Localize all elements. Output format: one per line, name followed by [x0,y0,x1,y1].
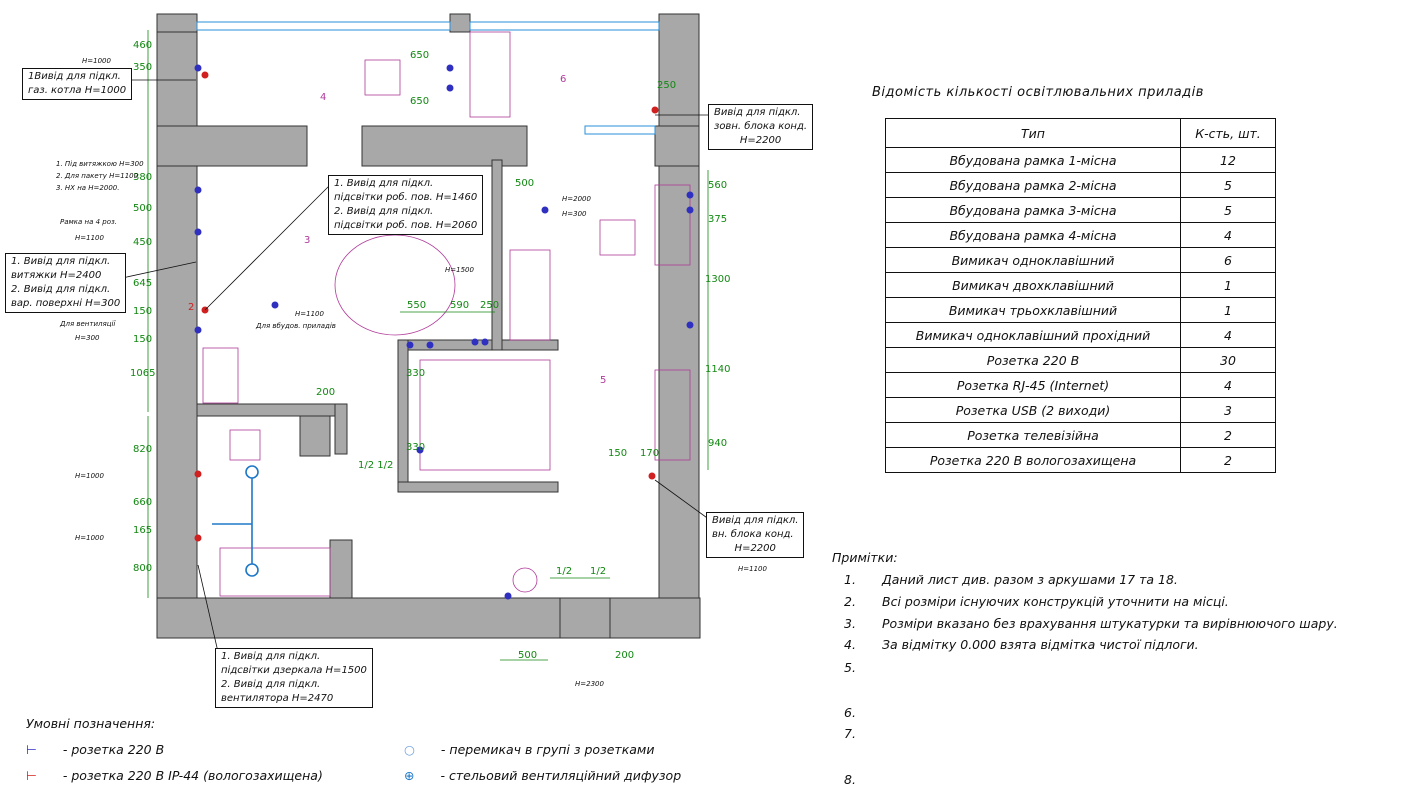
note-item [844,637,1199,652]
height-mark: Н=300 [562,210,587,218]
spec-title: Відомість кількості освітлювальних приладів [872,85,1204,100]
legend-item [404,768,681,783]
spec-count: 1 [1181,298,1276,323]
height-mark: Н=1000 [82,57,111,65]
callout-line: Н=2200 [734,543,776,554]
spec-name: Розетка USB (2 виходи) [886,398,1181,423]
spec-name: Вбудована рамка 4-місна [886,223,1181,248]
dimension-label: 350 [133,62,153,73]
callout-line: витяжки Н=2400 [11,270,102,281]
spec-name: Вимикач одноклавішний [886,248,1181,273]
spec-row [886,323,1276,348]
spec-row [886,448,1276,473]
spec-count: 4 [1181,223,1276,248]
spec-name: Вбудована рамка 2-місна [886,173,1181,198]
note-number: 8. [844,772,856,787]
spec-count: 2 [1181,423,1276,448]
spec-row [886,148,1276,173]
callout-line: 1. Вивід для підкл. [221,651,321,662]
dimension-label: 150 [608,448,628,459]
dimension-label: 590 [450,300,470,311]
spec-header-type: Тип [886,119,1181,148]
callout-line: підсвітки дзеркала Н=1500 [221,665,367,676]
note-text: Розміри вказано без врахування штукатурки та вирівнюючого шару. [882,616,1338,631]
height-mark: Н=1100 [738,565,767,573]
callout-line: зовн. блока конд. [714,121,808,132]
spec-name: Вимикач трьохклавішний [886,298,1181,323]
dimension-label: 250 [657,80,677,91]
callout-gas-boiler [22,68,132,100]
legend-item [404,742,654,757]
spec-row [886,398,1276,423]
dimension-label: 165 [133,525,153,536]
walls [157,14,700,638]
spec-row [886,248,1276,273]
dimension-label: 1/2 [556,566,573,577]
dimension-label: 200 [316,387,336,398]
legend-item [26,742,164,757]
spec-name: Розетка 220 В вологозахищена [886,448,1181,473]
note-number: 7. [844,726,856,741]
spec-count: 3 [1181,398,1276,423]
spec-count: 1 [1181,273,1276,298]
dimension-label: 150 [133,306,153,317]
switch-group-icon: ○ [404,742,415,757]
furniture [203,32,690,596]
spec-count: 30 [1181,348,1276,373]
spec-row [886,298,1276,323]
small-note: Рамка на 4 роз. [60,218,117,226]
spec-row [886,223,1276,248]
room-number: 4 [320,92,327,103]
callout-ac-indoor [706,512,804,558]
dimension-label: 800 [133,563,153,574]
note-item [844,772,882,787]
spec-name: Розетка 220 В [886,348,1181,373]
spec-header-row [886,119,1276,148]
note-item [844,726,882,741]
note-number: 3. [844,616,856,631]
callout-line: 1. Вивід для підкл. [334,178,434,189]
spec-count: 6 [1181,248,1276,273]
dimension-label: 500 [515,178,535,189]
callout-mirror [215,648,373,708]
socket-220v-icon: ⊢ [26,742,37,757]
ceiling-diffuser-icon: ⊕ [404,768,415,783]
callout-line: 1. Вивід для підкл. [11,256,111,267]
height-mark: Н=1500 [445,266,474,274]
dimension-label: 450 [133,237,153,248]
room-number: 3 [304,235,311,246]
small-note: Для вентиляції [60,320,116,328]
spec-name: Розетка RJ-45 (Internet) [886,373,1181,398]
dimension-label: 2 [188,302,195,313]
legend-text: - стельовий вентиляційний дифузор [440,768,682,783]
height-mark: Н=1000 [75,534,104,542]
small-note: Для вбудов. приладів [256,322,336,330]
dimension-label: 150 [133,334,153,345]
dimension-label: 645 [133,278,153,289]
callout-line: вар. поверхні Н=300 [11,298,121,309]
notes-block [832,550,1338,787]
note-text: Всі розміри існуючих конструкцій уточнити на місці. [882,594,1229,609]
dimension-label: 1/2 [590,566,607,577]
spec-count: 2 [1181,448,1276,473]
dimension-label: 500 [133,203,153,214]
note-item [844,594,1229,609]
callout-line: вн. блока конд. [712,529,794,540]
note-item [844,660,882,675]
dimension-label: 1065 [130,368,156,379]
callout-line: Вивід для підкл. [712,515,799,526]
note-number: 6. [844,705,856,720]
dimension-label: 550 [407,300,427,311]
spec-row [886,423,1276,448]
height-mark: Н=2300 [575,680,604,688]
note-text: За відмітку 0.000 взята відмітка чистої підлоги. [882,637,1199,652]
callout-line: 2. Вивід для підкл. [11,284,111,295]
spec-table [885,118,1276,473]
spec-name: Розетка телевізійна [886,423,1181,448]
note-item [844,572,1178,587]
height-mark: Н=2000 [562,195,591,203]
callout-line: підсвітки роб. пов. Н=1460 [334,192,478,203]
socket-ip44-icon: ⊢ [26,768,37,783]
height-mark: Н=1100 [75,234,104,242]
dimension-label: 650 [410,96,430,107]
legend-text: - розетка 220 В [62,742,165,757]
note-item [844,705,882,720]
dimension-label: 170 [640,448,660,459]
legend-text: - перемикач в групі з розетками [440,742,655,757]
spec-row [886,373,1276,398]
windows [197,22,659,134]
dimension-label: 1300 [705,274,731,285]
legend-item [26,768,323,783]
dimension-label: 380 [133,172,153,183]
dimension-label: 650 [410,50,430,61]
dimension-label: 560 [708,180,728,191]
dimension-label: 250 [480,300,500,311]
note-number: 5. [844,660,856,675]
callout-line: Вивід для підкл. [714,107,801,118]
dimension-label: 375 [708,214,728,225]
dimension-label: 1/2 1/2 [358,460,394,471]
small-note: 2. Для пакету Н=1100 [56,172,139,180]
callout-hood [5,253,126,313]
dimension-label: 940 [708,438,728,449]
dimension-label: 200 [615,650,635,661]
notes-title: Примітки: [832,550,898,565]
dimension-label: 1140 [705,364,731,375]
room-number: 6 [560,74,567,85]
dimension-label: 500 [518,650,538,661]
height-mark: Н=300 [75,334,100,342]
callout-line: газ. котла Н=1000 [28,85,127,96]
spec-count: 5 [1181,198,1276,223]
dimension-label: 330 [406,368,426,379]
spec-header-count: К-сть, шт. [1181,119,1276,148]
callout-line: 2. Вивід для підкл. [334,206,434,217]
dimension-label: 460 [133,40,153,51]
small-note: 3. НХ на Н=2000. [56,184,120,192]
height-mark: Н=1000 [75,472,104,480]
callout-line: вентилятора Н=2470 [221,693,334,704]
spec-count: 4 [1181,373,1276,398]
spec-name: Вимикач одноклавішний прохідний [886,323,1181,348]
dimension-label: 660 [133,497,153,508]
spec-row [886,173,1276,198]
callout-line: Н=2200 [739,135,782,146]
note-number: 2. [844,594,856,609]
spec-count: 4 [1181,323,1276,348]
legend-title: Умовні позначення: [26,716,156,731]
spec-row [886,198,1276,223]
callout-work-surface [328,175,483,235]
callout-line: підсвітки роб. пов. Н=2060 [334,220,478,231]
note-text: Даний лист див. разом з аркушами 17 та 18. [882,572,1178,587]
diffusers [212,466,258,576]
spec-name: Вбудована рамка 1-місна [886,148,1181,173]
legend-text: - розетка 220 В IP-44 (вологозахищена) [62,768,323,783]
spec-count: 5 [1181,173,1276,198]
room-number: 5 [600,375,607,386]
note-item [844,616,1338,631]
callout-ac-outdoor [708,104,813,150]
spec-row [886,348,1276,373]
spec-count: 12 [1181,148,1276,173]
callout-line: 1Вивід для підкл. [28,71,121,82]
note-number: 1. [844,572,856,587]
spec-row [886,273,1276,298]
small-note: 1. Під витяжкою Н=300 [56,160,144,168]
spec-name: Вбудована рамка 3-місна [886,198,1181,223]
note-number: 4. [844,637,856,652]
dimension-label: 330 [406,442,426,453]
height-mark: Н=1100 [295,310,324,318]
dimension-label: 820 [133,444,153,455]
callout-line: 2. Вивід для підкл. [221,679,321,690]
spec-name: Вимикач двохклавішний [886,273,1181,298]
